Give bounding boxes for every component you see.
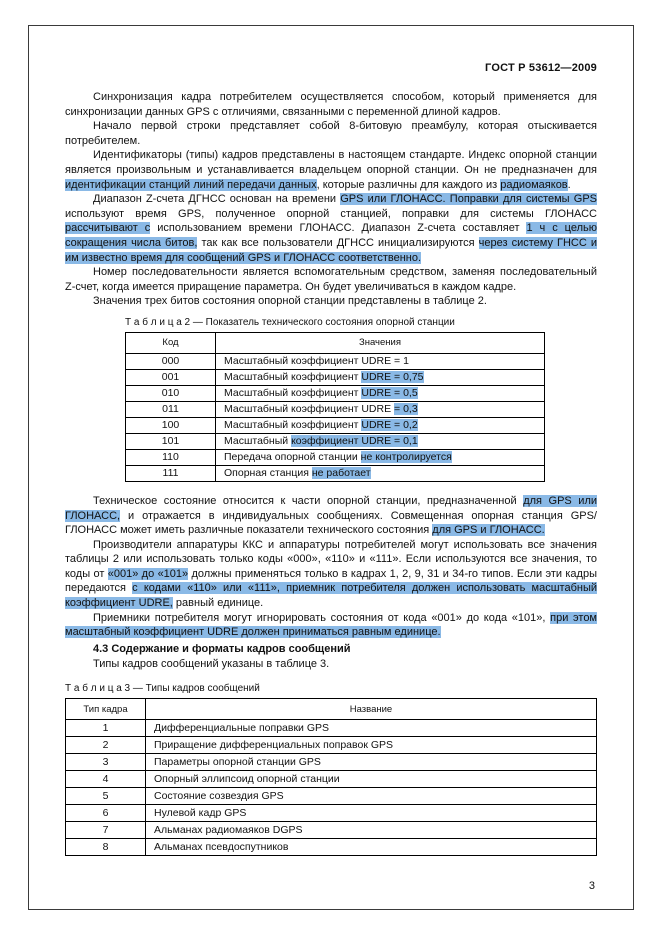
table3-caption: Т а б л и ц а 3 — Типы кадров сообщений [65, 683, 260, 695]
highlighted-text-segment: при этом масштабный коэффициент UDRE должен приниматься равным единице. [65, 611, 597, 639]
paragraph-identifiers [65, 148, 597, 192]
highlighted-text-segment: рассчитывают с [65, 222, 151, 235]
text-segment: Нулевой кадр GPS [154, 807, 247, 820]
frame-type-cell: 7 [66, 822, 146, 839]
text-segment: Передача опорной станции [224, 451, 361, 464]
text-segment: равный единице. [172, 597, 264, 610]
value-cell [216, 353, 545, 369]
table2-header-values: Значения [216, 332, 545, 353]
text-segment: Начало первой строки представляет собой 8-битовую преамбулу, которая отыскивается потребителем. [65, 120, 597, 147]
table-row [66, 771, 597, 788]
highlighted-text-segment: 1 ч с целью сокращения числа битов, [65, 222, 597, 249]
table2-station-status [125, 332, 545, 482]
table-row [66, 720, 597, 737]
table2-caption: Т а б л и ц а 2 — Показатель технического состояния опорной станции [125, 316, 455, 328]
text-segment: Параметры опорной станции GPS [154, 756, 321, 769]
paragraph-status-bits [65, 294, 597, 309]
table-row [126, 417, 545, 433]
code-cell: 001 [126, 369, 216, 385]
text-segment: Дифференциальные поправки GPS [154, 722, 330, 735]
value-cell [216, 449, 545, 465]
table3-header-frame-type: Тип кадра [66, 699, 146, 720]
frame-type-cell: 8 [66, 839, 146, 856]
name-cell [146, 822, 597, 839]
text-segment: Номер последовательности является вспомогательным средством, заменяя последовательный Z-счет, когда имеется приращение параметра. Он будет увеличиваться в каждом кадре. [65, 266, 597, 293]
table-row [126, 433, 545, 449]
table2-header-code: Код [126, 332, 216, 353]
table-row [66, 822, 597, 839]
paragraph-technical-state [65, 494, 597, 538]
text-segment: Значения трех битов состояния опорной станции представлены в таблице 2. [93, 295, 487, 308]
name-cell [146, 771, 597, 788]
text-segment: . [567, 178, 571, 191]
paragraph-zcount [65, 192, 597, 265]
highlighted-text-segment: коэффициент UDRE = 0,1 [291, 435, 418, 448]
text-segment: Типы кадров сообщений указаны в таблице 3. [93, 657, 330, 670]
code-cell: 010 [126, 385, 216, 401]
name-cell [146, 720, 597, 737]
text-segment: Приемники потребителя могут игнорировать состояния от кода «001» до кода «101», [93, 611, 551, 624]
paragraph-receivers [65, 611, 597, 640]
name-cell [146, 754, 597, 771]
text-segment: Масштабный коэффициент [224, 371, 362, 384]
table-row [126, 369, 545, 385]
highlighted-text-segment: не работает [311, 467, 371, 480]
text-segment: Масштабный коэффициент UDRE [224, 403, 395, 416]
text-segment: Идентификаторы (типы) кадров представлены в настоящем стандарте. Индекс опорной станции является произвольным и устанавливается владельцем опорной станции. Он не предназначен для [65, 149, 597, 176]
highlighted-text-segment: = 0,3 [394, 403, 418, 416]
name-cell [146, 737, 597, 754]
paragraph-frame-types [65, 657, 597, 672]
table-row [126, 353, 545, 369]
highlighted-text-segment: для GPS или ГЛОНАСС, [65, 494, 598, 522]
text-segment: Диапазон Z-счета ДГНСС основан на времени [93, 193, 341, 206]
frame-type-cell: 3 [66, 754, 146, 771]
page-content [65, 62, 597, 856]
table2-header-row [126, 332, 545, 353]
value-cell [216, 433, 545, 449]
table-row [66, 788, 597, 805]
highlighted-text-segment: радиомаяков [500, 178, 568, 191]
page-number: 3 [588, 880, 595, 892]
code-cell: 011 [126, 401, 216, 417]
value-cell [216, 369, 545, 385]
highlighted-text-segment: для GPS и ГЛОНАСС. [432, 524, 545, 537]
code-cell: 100 [126, 417, 216, 433]
table-row [126, 449, 545, 465]
value-cell [216, 465, 545, 481]
text-segment: и отражается в индивидуальных сообщениях. Совмещенная опорная станция GPS/ГЛОНАСС может иметь различные показатели технического состояния [65, 509, 597, 537]
text-segment: Масштабный [224, 435, 292, 448]
text-segment: Опорный эллипсоид опорной станции [154, 773, 340, 786]
frame-type-cell: 4 [66, 771, 146, 788]
text-segment: так как все пользователи ДГНСС инициализируются [197, 236, 479, 249]
frame-type-cell: 1 [66, 720, 146, 737]
value-cell [216, 401, 545, 417]
paragraph-sequence-number [65, 265, 597, 294]
text-segment: Состояние созвездия GPS [154, 790, 284, 803]
text-segment: Приращение дифференциальных поправок GPS [154, 739, 394, 752]
paragraph-preamble [65, 119, 597, 148]
value-cell [216, 417, 545, 433]
name-cell [146, 788, 597, 805]
frame-type-cell: 2 [66, 737, 146, 754]
text-segment: должны применяться только в кадрах 1, 2, 9, 31 и 34-го типов. Если эти кадры передаются [65, 567, 597, 595]
text-segment: используют время GPS, полученное опорной станцией, поправки для системы ГЛОНАСС [65, 207, 597, 220]
table3-header-name: Название [146, 699, 597, 720]
text-segment: , которые различны для каждого из [316, 178, 501, 191]
frame-type-cell: 6 [66, 805, 146, 822]
code-cell: 000 [126, 353, 216, 369]
highlighted-text-segment: UDRE = 0,5 [361, 387, 418, 400]
table3-header-row [66, 699, 597, 720]
text-segment: Техническое состояние относится к части опорной станции, предназначенной [93, 494, 524, 507]
paragraph-sync [65, 90, 597, 119]
table-row [66, 839, 597, 856]
text-segment: Синхронизация кадра потребителем осуществляется способом, который применяется для синхронизации данных GPS с отличиями, связанными с переменной длиной кадров. [65, 91, 597, 118]
doc-number: ГОСТ Р 53612—2009 [485, 62, 597, 74]
table-row [126, 401, 545, 417]
text-segment: Альманах радиомаяков DGPS [154, 824, 303, 837]
highlighted-text-segment: с кодами «110» или «111», приемник потребителя должен использовать масштабный коэффициент UDRE, [65, 582, 597, 610]
value-cell [216, 385, 545, 401]
text-segment: Альманах псевдоспутников [154, 841, 289, 854]
text-segment: Производители аппаратуры ККС и аппаратуры потребителей могут использовать все значения таблицы 2 или использовать только коды «000», «110» и «111». Если используются все значения, то коды от [65, 538, 597, 580]
paragraph-manufacturers [65, 538, 597, 611]
code-cell: 110 [126, 449, 216, 465]
highlighted-text-segment: UDRE = 0,75 [361, 371, 424, 384]
table3-message-frame-types [65, 698, 597, 856]
section-heading-4-3: 4.3 Содержание и форматы кадров сообщений [93, 642, 351, 655]
text-segment: использованием времени ГЛОНАСС. Диапазон Z-счета составляет [150, 222, 527, 235]
highlighted-text-segment: GPS или ГЛОНАСС. Поправки для системы GPS [340, 193, 597, 206]
code-cell: 101 [126, 433, 216, 449]
highlighted-text-segment: «001» до «101» [107, 567, 189, 580]
table-row [66, 805, 597, 822]
highlighted-text-segment: UDRE = 0,2 [361, 419, 418, 432]
text-segment: Масштабный коэффициент UDRE = 1 [224, 355, 409, 368]
name-cell [146, 839, 597, 856]
text-segment: Масштабный коэффициент [224, 419, 362, 432]
table-row [66, 737, 597, 754]
frame-type-cell: 5 [66, 788, 146, 805]
highlighted-text-segment: через систему ГНСС и им известно время для сообщений GPS и ГЛОНАСС соответственно. [65, 236, 597, 264]
text-segment: Масштабный коэффициент [224, 387, 362, 400]
table-row [126, 465, 545, 481]
highlighted-text-segment: не контролируется [360, 451, 452, 464]
highlighted-text-segment: идентификации станций линий передачи данных [65, 178, 317, 191]
name-cell [146, 805, 597, 822]
table-row [66, 754, 597, 771]
table-row [126, 385, 545, 401]
text-segment: Опорная станция [224, 467, 312, 480]
code-cell: 111 [126, 465, 216, 481]
